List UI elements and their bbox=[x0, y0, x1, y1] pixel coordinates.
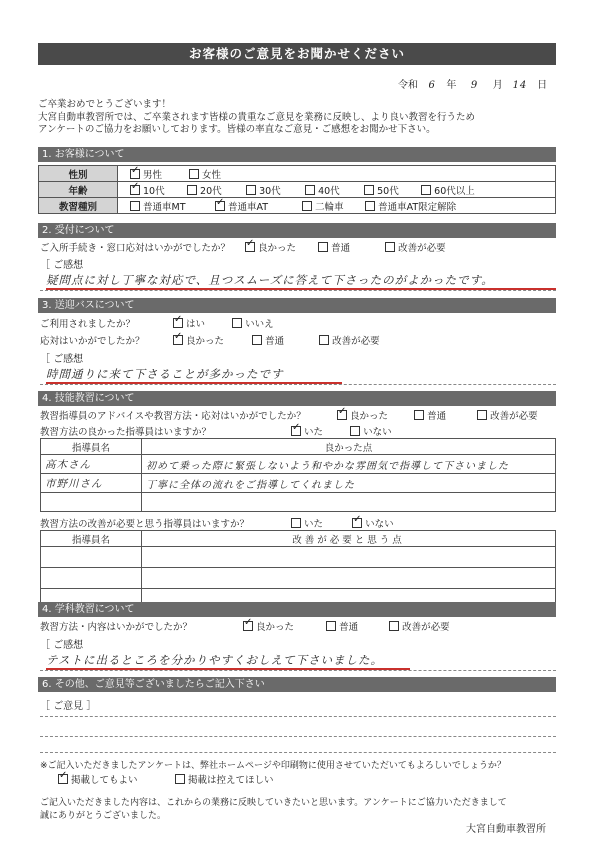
instructor-name-cell[interactable]: 市野川さん bbox=[41, 474, 142, 493]
course-option-label: 普通車AT bbox=[228, 201, 269, 213]
option-label: 普通 bbox=[339, 622, 359, 633]
improve-instructor-table bbox=[40, 530, 556, 610]
checkbox-icon bbox=[246, 185, 256, 195]
survey-date bbox=[398, 76, 547, 91]
option-label: 普通 bbox=[331, 243, 351, 254]
checkbox-icon bbox=[318, 242, 328, 252]
good-instructor-no-checkbox[interactable] bbox=[350, 424, 392, 438]
course-option-label: 二輪車 bbox=[315, 201, 344, 213]
table-row bbox=[41, 474, 556, 493]
consent-decline-checkbox[interactable] bbox=[175, 772, 274, 786]
gender-male-checkbox[interactable] bbox=[130, 167, 162, 181]
classroom-question-row bbox=[40, 619, 450, 633]
option-label: 改善が必要 bbox=[398, 243, 446, 254]
comment-label-text: ご感想 bbox=[53, 260, 84, 271]
date-day-unit: 日 bbox=[537, 80, 548, 91]
reception-improve-checkbox[interactable] bbox=[385, 240, 446, 254]
option-label: いた bbox=[304, 519, 324, 530]
course-option-label: 普通車AT限定解除 bbox=[378, 201, 457, 213]
bus-service-good-checkbox[interactable] bbox=[173, 333, 249, 347]
course-options bbox=[118, 198, 556, 214]
checkbox-icon bbox=[319, 335, 329, 345]
reception-normal-checkbox[interactable] bbox=[318, 240, 382, 254]
instructor-name-cell[interactable] bbox=[41, 547, 142, 568]
driving-advice-good-checkbox[interactable] bbox=[337, 408, 411, 422]
checkbox-checked-icon bbox=[352, 518, 362, 528]
checkbox-icon bbox=[187, 185, 197, 195]
age-option-label: 20代 bbox=[200, 185, 222, 197]
good-instructor-row bbox=[40, 424, 392, 438]
checkbox-checked-icon bbox=[130, 185, 140, 195]
consent-allow-checkbox[interactable] bbox=[58, 772, 172, 786]
course-option-label: 普通車MT bbox=[143, 201, 186, 213]
table-row bbox=[41, 568, 556, 589]
section-driving-header: 4. 技能教習について bbox=[38, 391, 556, 406]
section-customer-header: 1. お客様について bbox=[38, 147, 556, 162]
gender-female-checkbox[interactable] bbox=[189, 167, 221, 181]
section-reception-header: 2. 受付について bbox=[38, 223, 556, 238]
age-option-label: 30代 bbox=[259, 185, 281, 197]
improve-instructor-row bbox=[40, 516, 394, 530]
checkbox-icon bbox=[389, 621, 399, 631]
col-instructor-name: 指導員名 bbox=[41, 439, 142, 455]
improve-instructor-question: 教習方法の改善が必要と思う指導員はいますか？ bbox=[40, 519, 250, 530]
option-label: 掲載は控えてほしい bbox=[188, 775, 274, 786]
checkbox-icon bbox=[414, 410, 424, 420]
option-label: 良かった bbox=[258, 243, 297, 254]
good-point-cell[interactable]: 丁寧に全体の流れをご指導してくれました bbox=[142, 474, 556, 493]
option-label: 良かった bbox=[186, 336, 225, 347]
age-options bbox=[118, 182, 556, 198]
section-bus-header: 3. 送迎バスについて bbox=[38, 298, 556, 313]
checkbox-icon bbox=[291, 518, 301, 528]
organization-name: 大宮自動車教習所 bbox=[466, 824, 546, 835]
checkbox-checked-icon bbox=[337, 410, 347, 420]
age-30s-checkbox[interactable] bbox=[246, 183, 302, 197]
checkbox-checked-icon bbox=[173, 318, 183, 328]
good-point-cell[interactable] bbox=[142, 493, 556, 512]
checkbox-checked-icon bbox=[215, 201, 225, 211]
checkbox-checked-icon bbox=[58, 774, 68, 784]
comment-rule bbox=[40, 736, 556, 737]
reception-question: ご入所手続き・窓口応対はいかがでしたか？ bbox=[40, 243, 231, 254]
other-comment-label: ［ ご意見 ］ bbox=[40, 701, 97, 712]
checkbox-checked-icon bbox=[173, 335, 183, 345]
improve-instructor-yes-checkbox[interactable] bbox=[291, 516, 349, 530]
date-day: 14 bbox=[512, 80, 528, 91]
checkbox-icon bbox=[189, 169, 199, 179]
bus-usage-question: ご利用されましたか？ bbox=[40, 319, 136, 330]
checkbox-icon bbox=[302, 201, 312, 211]
classroom-comment[interactable]: テストに出るところを分かりやすくおしえて下さいました。 bbox=[46, 652, 410, 670]
age-10s-checkbox[interactable] bbox=[130, 183, 184, 197]
course-at-checkbox[interactable] bbox=[215, 199, 299, 213]
checkbox-icon bbox=[175, 774, 185, 784]
driving-advice-improve-checkbox[interactable] bbox=[477, 408, 538, 422]
option-label: いない bbox=[365, 519, 394, 530]
checkbox-icon bbox=[130, 201, 140, 211]
option-label: 普通 bbox=[427, 411, 447, 422]
checkbox-icon bbox=[364, 185, 374, 195]
driving-advice-normal-checkbox[interactable] bbox=[414, 408, 474, 422]
comment-rule bbox=[40, 290, 556, 291]
instructor-name-cell[interactable] bbox=[41, 568, 142, 589]
bus-usage-yes-checkbox[interactable] bbox=[173, 316, 229, 330]
checkbox-icon bbox=[385, 242, 395, 252]
table-row bbox=[41, 547, 556, 568]
driving-advice-row bbox=[40, 408, 538, 422]
checkbox-icon bbox=[305, 185, 315, 195]
reception-good-checkbox[interactable] bbox=[245, 240, 315, 254]
option-label: いいえ bbox=[245, 319, 274, 330]
checkbox-icon bbox=[232, 318, 242, 328]
checkbox-checked-icon bbox=[243, 621, 253, 631]
improve-point-cell[interactable] bbox=[142, 547, 556, 568]
comment-rule bbox=[40, 716, 556, 717]
classroom-good-checkbox[interactable] bbox=[243, 619, 323, 633]
comment-rule bbox=[40, 670, 556, 671]
good-instructor-table bbox=[40, 438, 556, 512]
option-label: 掲載してもよい bbox=[71, 775, 138, 786]
table-row bbox=[41, 455, 556, 474]
intro-line: ご卒業おめでとうございます！ bbox=[38, 99, 172, 110]
gender-female-label: 女性 bbox=[202, 169, 222, 181]
bus-usage-row bbox=[40, 316, 274, 330]
closing-text bbox=[40, 797, 507, 823]
course-motorcycle-checkbox[interactable] bbox=[302, 199, 362, 213]
gender-male-label: 男性 bbox=[143, 169, 163, 181]
closing-line: 誠にありがとうございました。 bbox=[40, 811, 167, 821]
bus-usage-no-checkbox[interactable] bbox=[232, 316, 274, 330]
classroom-improve-checkbox[interactable] bbox=[389, 619, 450, 633]
bus-comment-label: ［ ご感想 bbox=[40, 354, 84, 365]
date-month: 9 bbox=[470, 80, 479, 91]
comment-label-text: ご感想 bbox=[53, 640, 84, 651]
reception-comment[interactable]: 疑問点に対し丁寧な対応で、且つスムーズに答えて下さったのがよかったです。 bbox=[46, 272, 556, 290]
col-instructor-name: 指導員名 bbox=[41, 531, 142, 547]
improve-instructor-no-checkbox[interactable] bbox=[352, 516, 394, 530]
gender-options bbox=[118, 166, 556, 182]
option-label: 普通 bbox=[265, 336, 285, 347]
good-instructor-yes-checkbox[interactable] bbox=[291, 424, 347, 438]
age-option-label: 60代以上 bbox=[434, 185, 475, 197]
section-classroom-header: 4. 学科教習について bbox=[38, 602, 556, 617]
option-label: 改善が必要 bbox=[490, 411, 538, 422]
age-20s-checkbox[interactable] bbox=[187, 183, 243, 197]
date-year-unit: 年 bbox=[446, 80, 457, 91]
instructor-name-cell[interactable] bbox=[41, 493, 142, 512]
comment-label-text: ご感想 bbox=[53, 354, 84, 365]
date-month-unit: 月 bbox=[492, 80, 503, 91]
intro-text bbox=[38, 99, 475, 137]
comment-label-text: ご意見 bbox=[53, 701, 84, 712]
good-point-cell[interactable]: 初めて乗った際に緊張しないよう和やかな雰囲気で指導して下さいました bbox=[142, 455, 556, 474]
age-label: 年齢 bbox=[39, 182, 118, 198]
date-year: 6 bbox=[428, 80, 436, 91]
age-option-label: 40代 bbox=[318, 185, 340, 197]
table-row bbox=[41, 493, 556, 512]
checkbox-checked-icon bbox=[291, 426, 301, 436]
checkbox-checked-icon bbox=[245, 242, 255, 252]
classroom-comment-label: ［ ご感想 bbox=[40, 640, 84, 651]
reception-question-row bbox=[40, 240, 446, 254]
bus-service-improve-checkbox[interactable] bbox=[319, 333, 380, 347]
good-instructor-question: 教習方法の良かった指導員はいますか？ bbox=[40, 427, 212, 438]
col-improve-point: 改善が必要と思う点 bbox=[142, 531, 556, 547]
bus-service-row bbox=[40, 333, 380, 347]
checkbox-icon bbox=[365, 201, 375, 211]
date-era: 令和 bbox=[398, 80, 418, 91]
course-at-limit-checkbox[interactable] bbox=[365, 199, 456, 213]
checkbox-icon bbox=[326, 621, 336, 631]
improve-point-cell[interactable] bbox=[142, 568, 556, 589]
col-good-point: 良かった点 bbox=[142, 439, 556, 455]
checkbox-icon bbox=[350, 426, 360, 436]
page-title: お客様のご意見をお聞かせください bbox=[38, 43, 556, 65]
option-label: はい bbox=[186, 319, 206, 330]
reception-comment-label: ［ ご感想 bbox=[40, 260, 84, 271]
option-label: 改善が必要 bbox=[402, 622, 450, 633]
comment-rule bbox=[40, 752, 556, 753]
comment-rule bbox=[40, 384, 556, 385]
age-option-label: 10代 bbox=[143, 185, 165, 197]
bus-service-normal-checkbox[interactable] bbox=[252, 333, 316, 347]
intro-line: アンケートのご協力をお願いしております。皆様の率直なご意見・ご感想をお聞かせ下さい。 bbox=[38, 124, 436, 135]
course-mt-checkbox[interactable] bbox=[130, 199, 212, 213]
option-label: 良かった bbox=[350, 411, 389, 422]
customer-info-table bbox=[38, 165, 556, 214]
consent-options bbox=[58, 772, 274, 786]
age-40s-checkbox[interactable] bbox=[305, 183, 361, 197]
age-50s-checkbox[interactable] bbox=[364, 183, 418, 197]
checkbox-icon bbox=[477, 410, 487, 420]
classroom-normal-checkbox[interactable] bbox=[326, 619, 386, 633]
classroom-question: 教習方法・内容はいかがでしたか？ bbox=[40, 622, 193, 633]
checkbox-checked-icon bbox=[130, 169, 140, 179]
option-label: いた bbox=[304, 427, 324, 438]
intro-line: 大宮自動車教習所では、ご卒業されます皆様の貴重なご意見を業務に反映し、より良い教習を行うため bbox=[38, 111, 476, 123]
bus-comment[interactable]: 時間通りに来て下さることが多かったです bbox=[46, 366, 342, 384]
closing-line: ご記入いただきました内容は、これからの業務に反映していきたいと思います。アンケートにご協力いただきまして bbox=[40, 798, 507, 808]
option-label: 良かった bbox=[256, 622, 295, 633]
gender-label: 性別 bbox=[39, 166, 118, 182]
age-option-label: 50代 bbox=[377, 185, 399, 197]
bus-service-question: 応対はいかがでしたか？ bbox=[40, 336, 145, 347]
checkbox-icon bbox=[421, 185, 431, 195]
age-60s-checkbox[interactable] bbox=[421, 183, 475, 197]
option-label: いない bbox=[363, 427, 392, 438]
consent-question: ※ご記入いただきましたアンケートは、弊社ホームページや印刷物に使用させていただいてもよろしいでしょうか？ bbox=[40, 761, 506, 771]
driving-advice-question: 教習指導員のアドバイスや教習方法・応対はいかがでしたか？ bbox=[40, 411, 306, 422]
instructor-name-cell[interactable]: 高木さん bbox=[41, 455, 142, 474]
option-label: 改善が必要 bbox=[332, 336, 380, 347]
course-label: 教習種別 bbox=[39, 198, 118, 214]
checkbox-icon bbox=[252, 335, 262, 345]
section-other-header: 6. その他、ご意見等ございましたらご記入下さい bbox=[38, 677, 556, 692]
